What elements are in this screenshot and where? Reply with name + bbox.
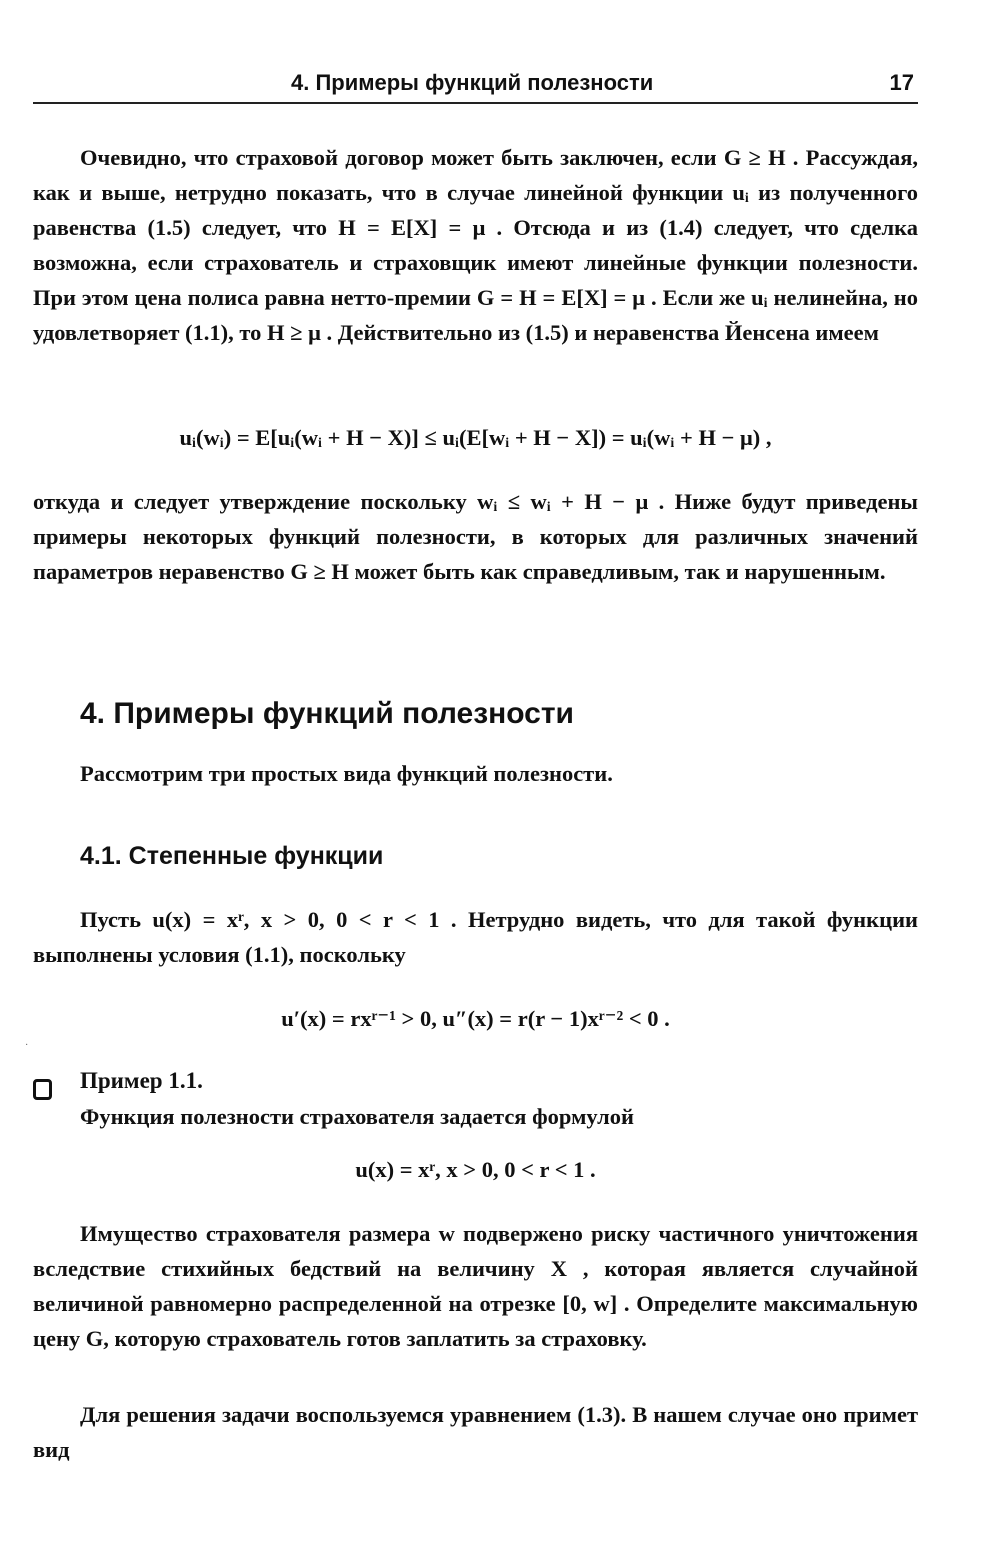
paragraph-6: Для решения задачи воспользуемся уравнением (1.3). В нашем случае оно примет вид: [33, 1402, 918, 1462]
paragraph-3: Рассмотрим три простых вида функций полезности.: [80, 761, 613, 786]
margin-mark: ·: [25, 1040, 29, 1051]
example-title: Пример 1.1.: [80, 1068, 203, 1093]
subsection-heading: 4.1. Степенные функции: [80, 842, 384, 870]
paragraph-5: Имущество страхователя размера w подвержено риску частичного уничтожения вследствие стихийных бедствий на величину X , которая является случайной величиной равномерно распределенной на отрезке [0, w] . Определите максимальную цену G, которую страхователь готов заплатить за страховку.: [33, 1221, 918, 1351]
paragraph-2: откуда и следует утверждение поскольку wᵢ ≤ wᵢ + H − μ . Ниже будут приведены примеры некоторых функций полезности, в которых для различных значений параметров неравенство G ≥ H может быть как справедливым, так и нарушенным.: [33, 489, 918, 584]
formula-jensen: uᵢ(wᵢ) = E[uᵢ(wᵢ + H − X)] ≤ uᵢ(E[wᵢ + H − X]) = uᵢ(wᵢ + H − μ) ,: [179, 425, 772, 450]
running-header: [33, 66, 918, 104]
page-number: 17: [889, 70, 914, 95]
formula-utility: u(x) = xʳ, x > 0, 0 < r < 1 .: [355, 1157, 596, 1182]
example-box-icon: [33, 1079, 52, 1100]
running-header-title: 4. Примеры функций полезности: [291, 70, 654, 95]
example-intro: Функция полезности страхователя задается формулой: [80, 1104, 634, 1129]
paragraph-4: Пусть u(x) = xʳ, x > 0, 0 < r < 1 . Нетрудно видеть, что для такой функции выполнены условия (1.1), поскольку: [33, 907, 918, 967]
section-heading: 4. Примеры функций полезности: [80, 697, 575, 730]
paragraph-1: Очевидно, что страховой договор может быть заключен, если G ≥ H . Рассуждая, как и выше, нетрудно показать, что в случае линейной функции uᵢ из полученного равенства (1.5) следует, что H = E[X] = μ . Отсюда и из (1.4) следует, что сделка возможна, если страхователь и страховщик имеют линейные функции полезности. При этом цена полиса равна нетто-премии G = H = E[X] = μ . Если же uᵢ нелинейна, но удовлетворяет (1.1), то H ≥ μ . Действительно из (1.5) и неравенства Йенсена имеем: [33, 145, 918, 345]
formula-derivatives: u′(x) = rxʳ⁻¹ > 0, u″(x) = r(r − 1)xʳ⁻² < 0 .: [281, 1006, 670, 1031]
